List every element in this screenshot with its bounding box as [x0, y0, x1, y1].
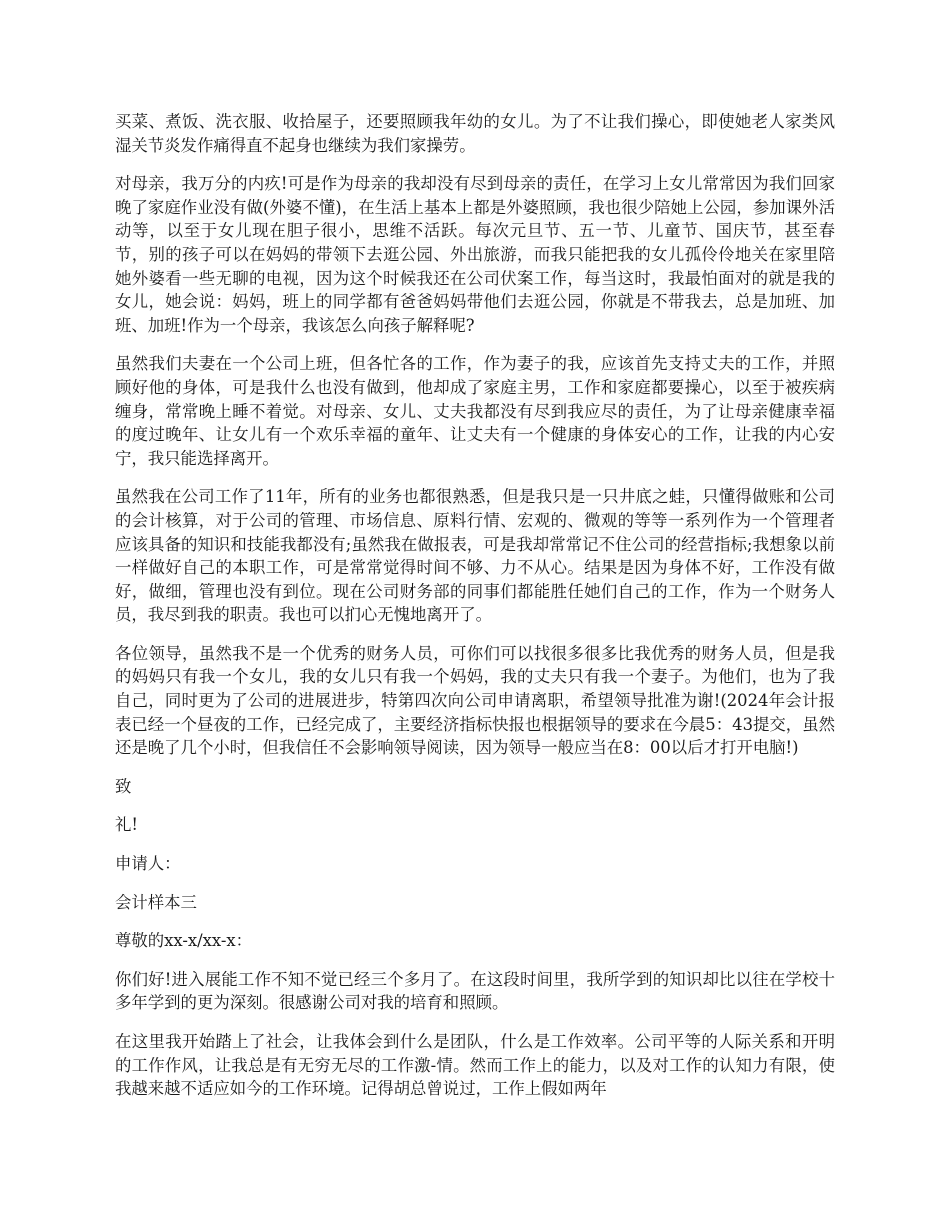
paragraph-guilt-toward-mother: 对母亲，我万分的内疚!可是作为母亲的我却没有尽到母亲的责任，在学习上女儿常常因为我们回家晚了家庭作业没有做(外婆不懂)，在生活上基本上都是外婆照顾，我也很少陪她上公园，参加课外活动等，以至于女儿现在胆子很小，思维不活跃。每次元旦节、五一节、儿童节、国庆节，甚至春节，别的孩子可以在妈妈的带领下去逛公园、外出旅游，而我只能把我的女儿孤伶伶地关在家里陪她外婆看一些无聊的电视，因为这个时候我还在公司伏案工作，每当这时，我最怕面对的就是我的女儿，她会说：妈妈，班上的同学都有爸爸妈妈带他们去逛公园，你就是不带我去，总是加班、加班、加班!作为一个母亲，我该怎么向孩子解释呢? — [115, 174, 835, 335]
letter-greeting: 尊敬的xx-x/xx-x： — [115, 931, 253, 951]
section-heading-sample-three: 会计样本三 — [115, 892, 197, 912]
paragraph-resignation-request: 各位领导，虽然我不是一个优秀的财务人员，可你们可以找很多很多比我优秀的财务人员，但是我的妈妈只有我一个女儿，我的女儿只有我一个妈妈，我的丈夫只有我一个妻子。为他们，也为了我自己，同时更为了公司的进展进步，特第四次向公司申请离职，希望领导批准为谢!(2024年会计报表已经一个昼夜的工作，已经完成了，主要经济指标快报也根据领导的要求在今晨5：43提交，虽然还是晚了几个小时，但我信任不会影响领导阅读，因为领导一般应当在8：00以后才打开电脑!) — [115, 643, 835, 758]
paragraph-teamwork: 在这里我开始踏上了社会，让我体会到什么是团队，什么是工作效率。公司平等的人际关系和开明的工作作风，让我总是有无穷无尽的工作激-情。然而工作上的能力，以及对工作的认知力有限，使我越来越不适应如今的工作环境。记得胡总曾说过，工作上假如两年 — [115, 1032, 835, 1099]
paragraph-three-months: 你们好!进入展能工作不知不觉已经三个多月了。在这段时间里，我所学到的知识却比以往在学校十多年学到的更为深刻。很感谢公司对我的培育和照顾。 — [115, 969, 835, 1013]
paragraph-caring-for-family: 买菜、煮饭、洗衣服、收拾屋子，还要照顾我年幼的女儿。为了不让我们操心，即使她老人家类风湿关节炎发作痛得直不起身也继续为我们家操劳。 — [115, 112, 835, 155]
paragraph-husband: 虽然我们夫妻在一个公司上班，但各忙各的工作，作为妻子的我，应该首先支持丈夫的工作，并照顾好他的身体，可是我什么也没有做到，他却成了家庭主男，工作和家庭都要操心，以至于被疾病缠身，常常晚上睡不着觉。对母亲、女儿、丈夫我都没有尽到我应尽的责任，为了让母亲健康幸福的度过晚年、让女儿有一个欢乐幸福的童年、让丈夫有一个健康的身体安心的工作，让我的内心安宁，我只能选择离开。 — [115, 354, 835, 468]
closing-regards: 礼! — [115, 815, 138, 835]
closing-salutation: 致 — [115, 776, 132, 796]
document-body — [115, 110, 835, 1116]
paragraph-work-experience: 虽然我在公司工作了11年，所有的业务也都很熟悉，但是我只是一只井底之蛙，只懂得做账和公司的会计核算，对于公司的管理、市场信息、原料行情、宏观的、微观的等等一系列作为一个管理者应该具备的知识和技能我都没有;虽然我在做报表，可是我却常常记不住公司的经营指标;我想象以前一样做好自己的本职工作，可是常常觉得时间不够、力不从心。结果是因为身体不好，工作没有做好，做细，管理也没有到位。现在公司财务部的同事们都能胜任她们自己的工作，作为一个财务人员，我尽到我的职责。我也可以扪心无愧地离开了。 — [115, 487, 835, 625]
applicant-label: 申请人： — [115, 854, 181, 874]
